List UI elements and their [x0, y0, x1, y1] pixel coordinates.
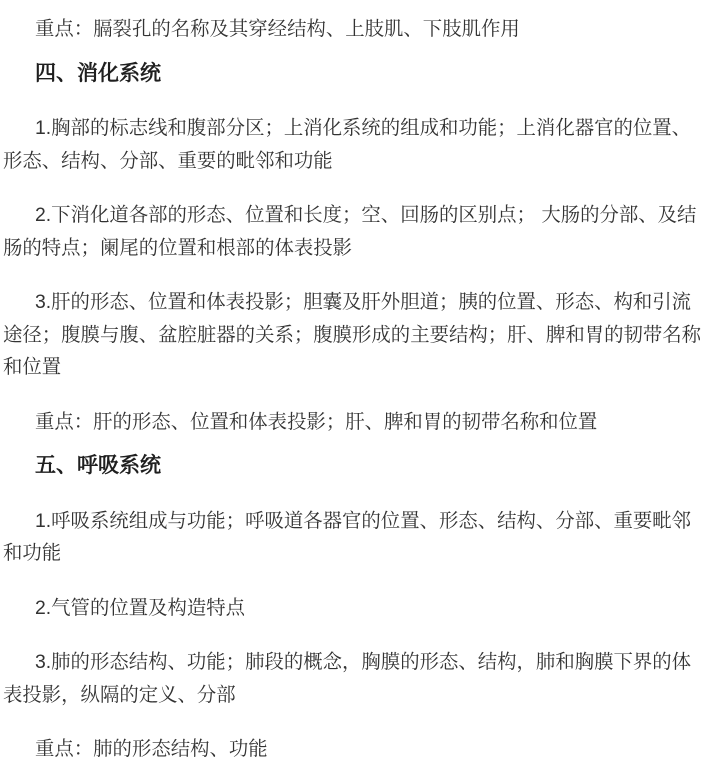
key-points-digestive: 重点：肝的形态、位置和体表投影；肝、脾和胃的韧带名称和位置: [35, 410, 598, 433]
digestive-item-2: 2.下消化道各部的形态、位置和长度；空、回肠的区别点； 大肠的分部、及结肠的特点；阑尾的位置和根部的体表投影: [3, 204, 697, 259]
key-points-muscles: 重点：膈裂孔的名称及其穿经结构、上肢肌、下肢肌作用: [35, 18, 520, 40]
syllabus-document: [3, 13, 703, 766]
digestive-item-3: 3.肝的形态、位置和体表投影；胆囊及肝外胆道；胰的位置、形态、构和引流途径；腹膜与腹、盆腔脏器的关系；腹膜形成的主要结构；肝、脾和胃的韧带名称和位置: [3, 291, 702, 378]
digestive-item-1: 1.胸部的标志线和腹部分区；上消化系统的组成和功能；上消化器官的位置、形态、结构、分部、重要的毗邻和功能: [3, 117, 692, 172]
respiratory-item-3: 3.肺的形态结构、功能；肺段的概念，胸膜的形态、结构，肺和胸膜下界的体表投影，纵隔的定义、分部: [3, 651, 692, 706]
key-points-respiratory: 重点：肺的形态结构、功能: [35, 738, 268, 760]
section-heading-respiratory: 五、呼吸系统: [35, 454, 161, 477]
section-heading-digestive: 四、消化系统: [35, 61, 161, 85]
respiratory-item-1: 1.呼吸系统组成与功能；呼吸道各器官的位置、形态、结构、分部、重要毗邻和功能: [3, 509, 692, 564]
respiratory-item-2: 2.气管的位置及构造特点: [35, 596, 246, 619]
